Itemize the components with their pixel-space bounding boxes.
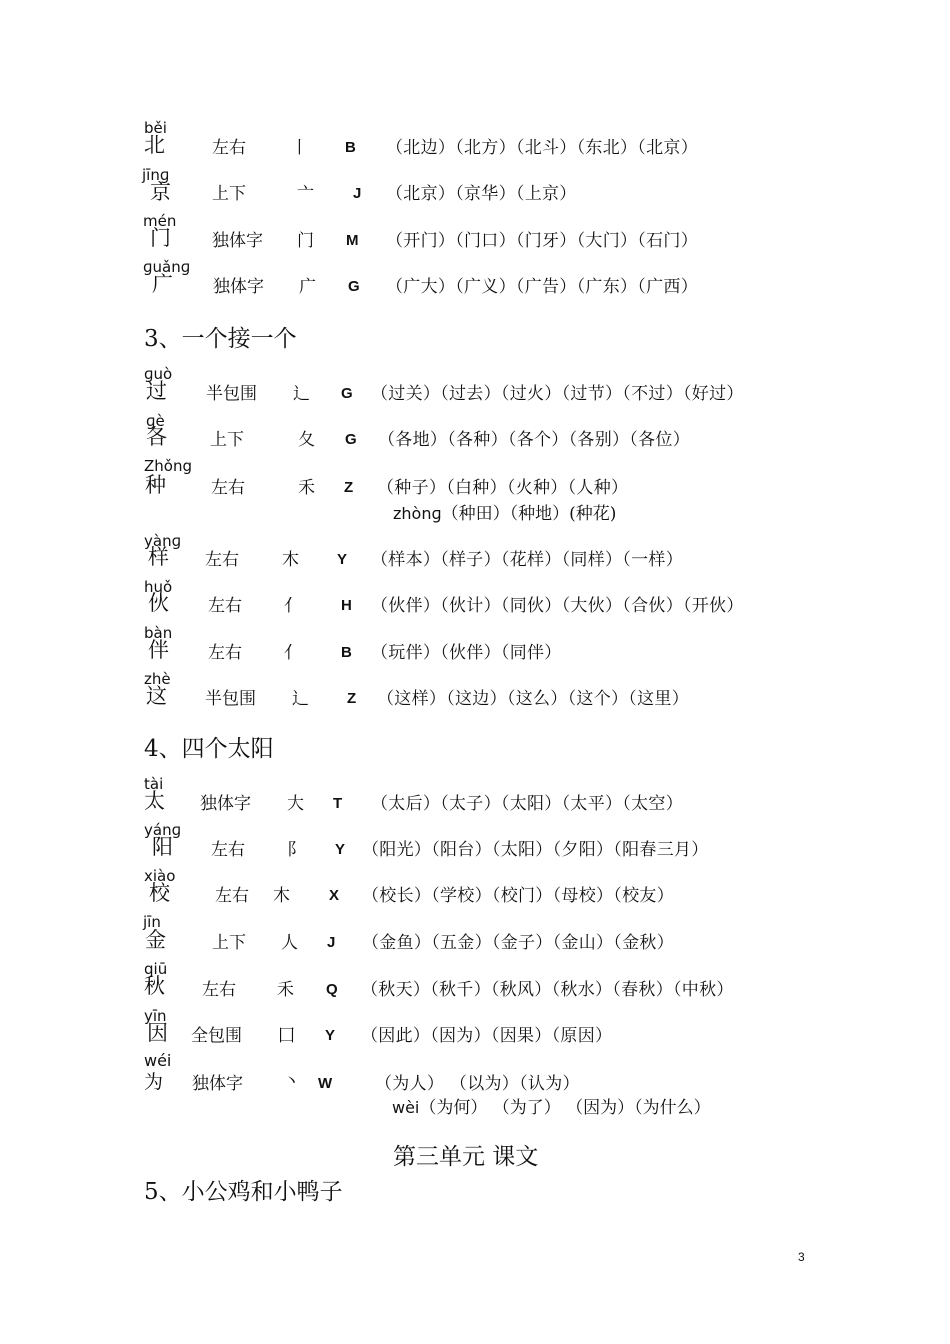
radical: 亠	[297, 184, 314, 204]
words: （为人） （以为）（认为）	[375, 1074, 580, 1094]
letter: M	[346, 232, 359, 249]
letter: Z	[344, 479, 354, 496]
page-number: 3	[798, 1250, 805, 1264]
extra-pinyin: wèi	[392, 1098, 420, 1117]
pinyin: Zhǒng	[144, 457, 192, 475]
radical: 广	[299, 277, 316, 297]
character: 阳	[152, 835, 173, 859]
words: （秋天）（秋千）（秋风）（秋水）（春秋）（中秋）	[361, 980, 734, 1000]
character: 太	[144, 789, 165, 813]
words: （广大）（广义）（广告）（广东）（广西）	[386, 277, 698, 297]
structure: 上下	[210, 430, 244, 450]
structure: 独体字	[192, 1074, 243, 1094]
letter: G	[348, 278, 360, 295]
radical: 人	[281, 933, 298, 953]
pinyin: tài	[144, 775, 164, 793]
words: （各地）（各种）（各个）（各别）（各位）	[378, 430, 690, 450]
letter: H	[341, 597, 352, 614]
radical: 大	[287, 794, 304, 814]
radical: 木	[273, 886, 290, 906]
letter: B	[345, 139, 356, 156]
structure: 左右	[211, 840, 245, 860]
pinyin: jīnɡ	[142, 166, 170, 184]
pinyin: jīn	[143, 913, 161, 931]
lesson-title: 5、小公鸡和小鸭子	[144, 1179, 343, 1205]
structure: 左右	[205, 550, 239, 570]
words: （校长）（学校）（校门）（母校）（校友）	[362, 886, 674, 906]
structure: 半包围	[205, 689, 256, 709]
character: 这	[146, 684, 167, 708]
lesson-title: 4、四个太阳	[144, 736, 274, 762]
pinyin: ɡè	[146, 412, 165, 430]
radical: 辶	[292, 689, 309, 709]
words: （金鱼）（五金）（金子）（金山）（金秋）	[362, 933, 674, 953]
pinyin: qiū	[144, 960, 168, 978]
letter: Y	[337, 551, 348, 568]
radical: 亻	[284, 596, 301, 616]
letter: X	[329, 887, 340, 904]
words: （伙伴）（伙计）（同伙）（大伙）（合伙）（开伙）	[371, 596, 744, 616]
structure: 左右	[212, 138, 246, 158]
radical: 禾	[298, 478, 315, 498]
words: （北京）（京华）（上京）	[386, 184, 577, 204]
letter: G	[345, 431, 357, 448]
character: 京	[150, 180, 171, 204]
character: 样	[148, 545, 169, 569]
character: 门	[150, 226, 171, 250]
radical: 阝	[287, 840, 304, 860]
pinyin: huǒ	[144, 578, 173, 596]
radical: 辶	[293, 384, 310, 404]
words: （开门）（门口）（门牙）（大门）（石门）	[386, 231, 698, 251]
pinyin: yīn	[144, 1007, 167, 1025]
radical: 禾	[277, 980, 294, 1000]
character: 各	[146, 425, 167, 449]
words: （玩伴）（伙伴）（同伴）	[371, 643, 562, 663]
structure: 左右	[211, 478, 245, 498]
character: 北	[144, 133, 165, 157]
structure: 左右	[208, 643, 242, 663]
lesson-title: 3、一个接一个	[144, 326, 297, 352]
radical: 夂	[298, 430, 315, 450]
structure: 半包围	[206, 384, 257, 404]
pinyin: wéi	[144, 1051, 172, 1070]
pinyin: ɡuò	[144, 365, 173, 383]
character: 因	[147, 1021, 168, 1045]
unit-title: 第三单元 课文	[393, 1144, 539, 1170]
pinyin: bàn	[144, 624, 173, 642]
extra-words-line	[392, 1098, 711, 1118]
words: （太后）（太子）（太阳）（太平）（太空）	[371, 794, 683, 814]
character: 秋	[144, 974, 165, 998]
structure: 独体字	[213, 277, 264, 297]
words: （样本）（样子）（花样）（同样）（一样）	[371, 550, 683, 570]
pinyin: xiào	[144, 867, 176, 885]
pinyin: zhè	[144, 670, 171, 688]
character: 过	[146, 379, 167, 403]
pinyin: běi	[144, 119, 167, 137]
words: （因此）（因为）（因果）（原因）	[361, 1026, 613, 1046]
structure: 全包围	[191, 1026, 242, 1046]
letter: B	[341, 644, 352, 661]
letter: Y	[335, 841, 346, 858]
character: 伙	[148, 591, 169, 615]
structure: 上下	[212, 933, 246, 953]
pinyin: yànɡ	[144, 532, 182, 550]
words: （北边）（北方）（北斗）（东北）（北京）	[386, 138, 698, 158]
structure: 独体字	[212, 231, 263, 251]
character: 为	[144, 1071, 164, 1093]
character: 金	[145, 928, 166, 952]
words: （种子）（白种）（火种）（人种）	[377, 478, 629, 498]
structure: 上下	[212, 184, 246, 204]
radical: 门	[297, 231, 314, 251]
structure: 左右	[208, 596, 242, 616]
words: （阳光）（阳台）（太阳）（夕阳）（阳春三月）	[362, 840, 709, 860]
letter: G	[341, 385, 353, 402]
letter: J	[327, 934, 336, 951]
character: 校	[149, 881, 170, 905]
structure: 左右	[215, 886, 249, 906]
pinyin: mén	[143, 212, 177, 230]
letter: Y	[325, 1027, 336, 1044]
radical: 丨	[291, 138, 308, 158]
extra-pinyin: zhònɡ	[393, 504, 442, 523]
words: （这样）（这边）（这么）（这个）（这里）	[377, 689, 689, 709]
radical: 亻	[284, 643, 301, 663]
character: 广	[152, 272, 173, 296]
character: 种	[145, 473, 166, 497]
extra-words: （种田）（种地）(种花)	[441, 504, 617, 524]
structure: 左右	[202, 980, 236, 1000]
character: 伴	[148, 638, 169, 662]
extra-words: （为何） （为了） （因为）（为什么）	[419, 1098, 711, 1118]
pinyin: yánɡ	[144, 821, 182, 839]
structure: 独体字	[200, 794, 251, 814]
pinyin: ɡuǎnɡ	[143, 258, 191, 276]
letter: Q	[326, 981, 338, 998]
extra-words-line	[393, 504, 616, 524]
words: （过关）（过去）（过火）（过节）（不过）（好过）	[371, 384, 744, 404]
letter: J	[353, 185, 362, 202]
radical: 丶	[283, 1072, 300, 1092]
radical: 囗	[278, 1026, 295, 1046]
letter: Z	[347, 690, 357, 707]
letter: T	[333, 795, 343, 812]
letter: W	[318, 1075, 333, 1092]
radical: 木	[282, 550, 299, 570]
